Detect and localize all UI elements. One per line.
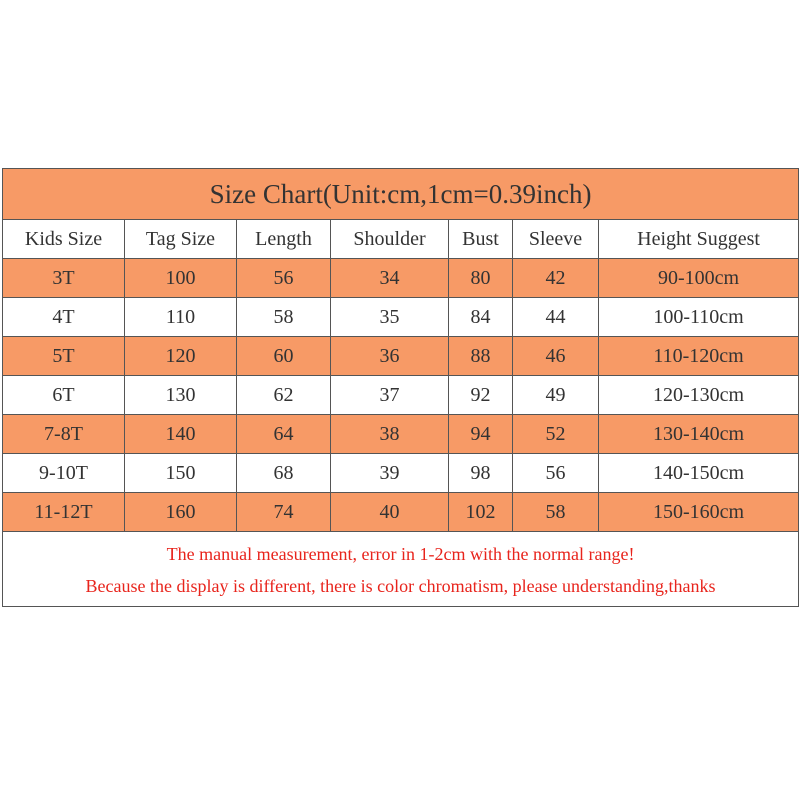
table-cell: 150	[125, 454, 237, 493]
table-cell: 35	[331, 298, 449, 337]
table-cell: 110	[125, 298, 237, 337]
table-cell: 110-120cm	[599, 337, 799, 376]
table-cell: 34	[331, 259, 449, 298]
table-cell: 39	[331, 454, 449, 493]
table-row	[3, 415, 799, 454]
table-row	[3, 493, 799, 532]
measurement-note: The manual measurement, error in 1-2cm with the normal range!	[166, 544, 635, 564]
table-cell: 49	[513, 376, 599, 415]
table-cell: 64	[237, 415, 331, 454]
table-cell: 3T	[3, 259, 125, 298]
table-cell: 100-110cm	[599, 298, 799, 337]
table-cell: 74	[237, 493, 331, 532]
column-header-bust: Bust	[449, 220, 513, 259]
table-cell: 60	[237, 337, 331, 376]
table-cell: 56	[513, 454, 599, 493]
table-cell: 62	[237, 376, 331, 415]
column-header-sleeve: Sleeve	[513, 220, 599, 259]
table-cell: 38	[331, 415, 449, 454]
header-row	[3, 220, 799, 259]
table-cell: 44	[513, 298, 599, 337]
table-cell: 90-100cm	[599, 259, 799, 298]
table-cell: 150-160cm	[599, 493, 799, 532]
color-note: Because the display is different, there is color chromatism, please understanding,thanks	[85, 576, 716, 596]
table-cell: 56	[237, 259, 331, 298]
table-cell: 7-8T	[3, 415, 125, 454]
table-cell: 37	[331, 376, 449, 415]
table-row	[3, 454, 799, 493]
table-cell: 140-150cm	[599, 454, 799, 493]
table-cell: 94	[449, 415, 513, 454]
table-row	[3, 337, 799, 376]
column-header-shoulder: Shoulder	[331, 220, 449, 259]
table-cell: 6T	[3, 376, 125, 415]
table-cell: 40	[331, 493, 449, 532]
table-cell: 120-130cm	[599, 376, 799, 415]
table-cell: 80	[449, 259, 513, 298]
column-header-tag-size: Tag Size	[125, 220, 237, 259]
table-cell: 98	[449, 454, 513, 493]
column-header-kids-size: Kids Size	[3, 220, 125, 259]
table-cell: 100	[125, 259, 237, 298]
table-cell: 130	[125, 376, 237, 415]
table-cell: 140	[125, 415, 237, 454]
table-cell: 88	[449, 337, 513, 376]
size-chart-table	[2, 168, 799, 607]
table-cell: 52	[513, 415, 599, 454]
table-row	[3, 259, 799, 298]
table-cell: 58	[237, 298, 331, 337]
table-cell: 58	[513, 493, 599, 532]
table-cell: 5T	[3, 337, 125, 376]
table-cell: 120	[125, 337, 237, 376]
table-cell: 84	[449, 298, 513, 337]
table-cell: 130-140cm	[599, 415, 799, 454]
table-row	[3, 376, 799, 415]
table-cell: 68	[237, 454, 331, 493]
table-cell: 36	[331, 337, 449, 376]
table-cell: 11-12T	[3, 493, 125, 532]
table-cell: 4T	[3, 298, 125, 337]
chart-title: Size Chart(Unit:cm,1cm=0.39inch)	[3, 169, 799, 220]
table-cell: 102	[449, 493, 513, 532]
table-cell: 42	[513, 259, 599, 298]
table-cell: 46	[513, 337, 599, 376]
table-cell: 92	[449, 376, 513, 415]
table-row	[3, 298, 799, 337]
column-header-height-suggest: Height Suggest	[599, 220, 799, 259]
table-cell: 9-10T	[3, 454, 125, 493]
column-header-length: Length	[237, 220, 331, 259]
notes-cell	[3, 532, 799, 607]
table-cell: 160	[125, 493, 237, 532]
